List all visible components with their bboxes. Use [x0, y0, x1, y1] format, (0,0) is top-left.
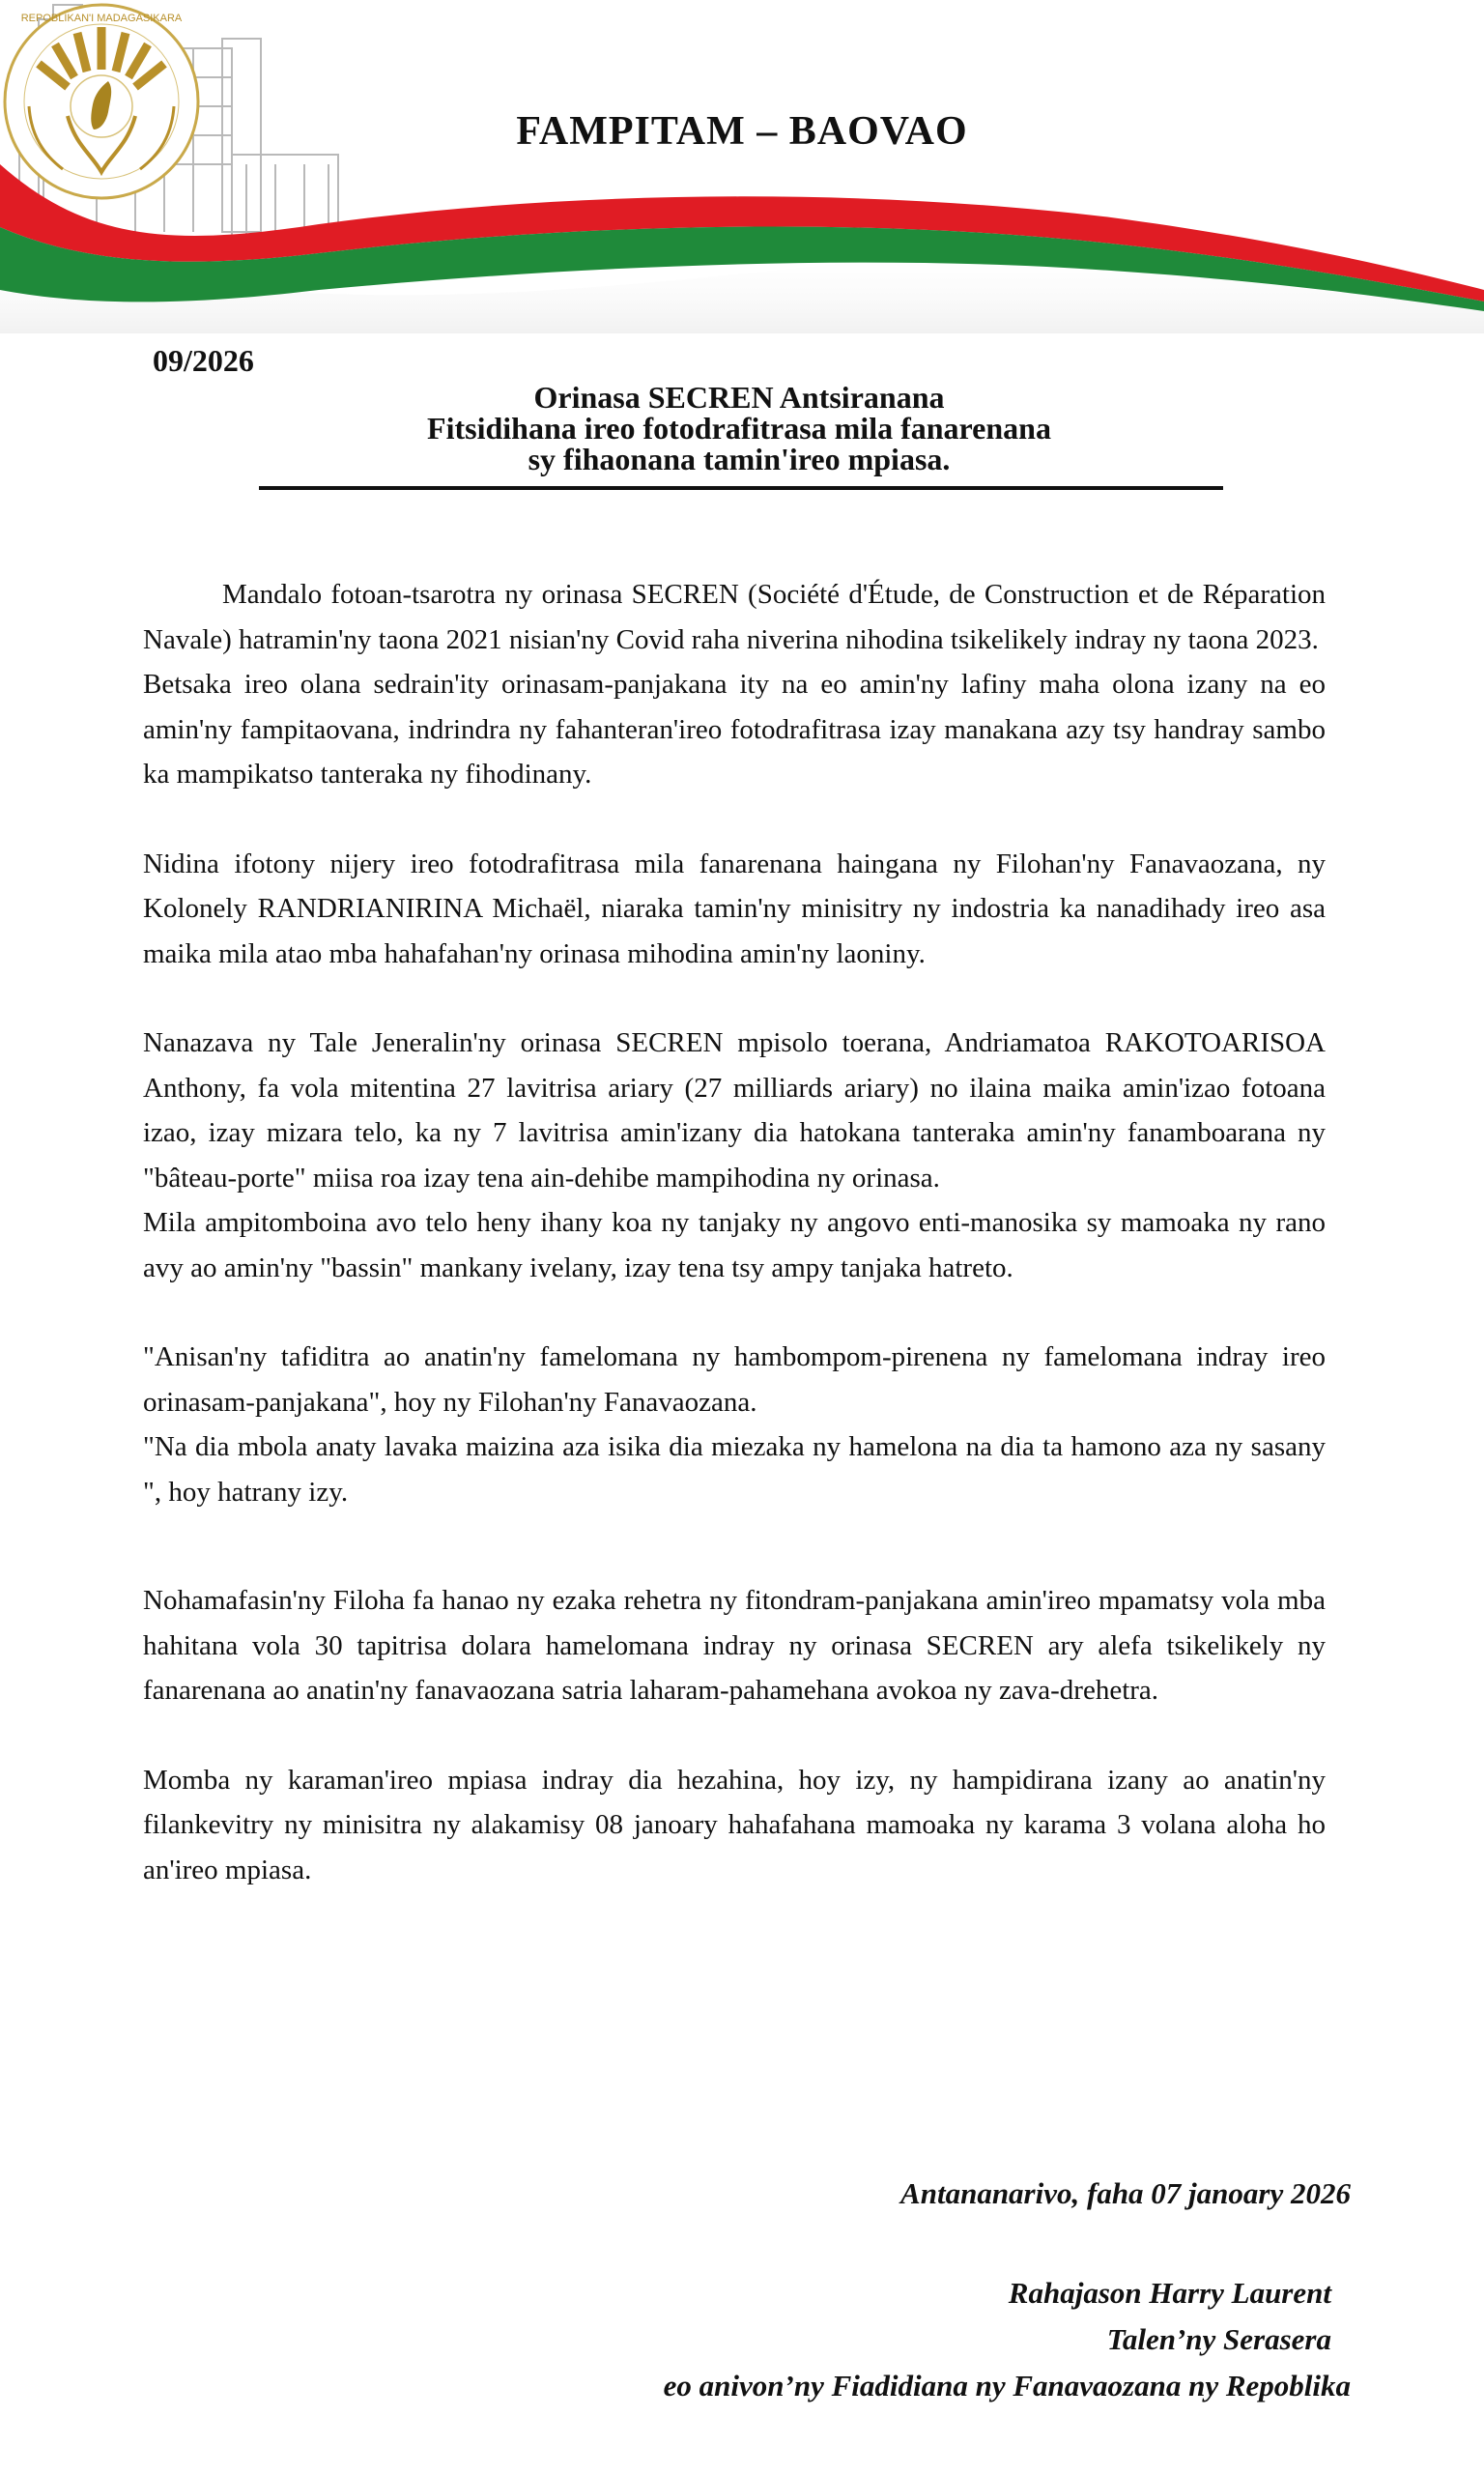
document-title	[251, 382, 1227, 475]
madagascar-seal-icon	[0, 0, 203, 203]
flag-ribbon-icon	[0, 0, 1484, 333]
paragraph: Nohamafasin'ny Filoha fa hanao ny ezaka rehetra ny fitondram-panjakana amin'ireo mpamatsy vola mba hahitana vola 30 tapitrisa dolara hamelomana indray ny orinasa SECREN ary alefa tsikelikely ny fanarenana ao anatin'ny fanavaozana satria laharam-pahamehana avokoa ny zava-drehetra.	[143, 1585, 1326, 1706]
paragraph: Nanazava ny Tale Jeneralin'ny orinasa SECREN mpisolo toerana, Andriamatoa RAKOTOARISOA Anthony, fa vola mitentina 27 lavitrisa ariary (27 milliards ariary) no ilaina maika amin'izao fotoana izao, izay mizara telo, ka ny 7 lavitrisa amin'izany dia hatokana tanteraka amin'ny fanamboarana ny "bâteau-porte" miisa roa izay tena ain-dehibe mampihodina ny orinasa.	[143, 1027, 1326, 1194]
signatory-name: Rahajason Harry Laurent	[1008, 2276, 1331, 2310]
title-line: Fitsidihana ireo fotodrafitrasa mila fanarenana	[427, 411, 1051, 446]
paragraph: "Anisan'ny tafiditra ao anatin'ny famelomana ny hambompom-pirenena ny famelomana indray ireo orinasam-panjakana", hoy ny Filohan'ny Fanavaozana.	[143, 1341, 1326, 1418]
signatory-title: Talen’ny Serasera	[1106, 2322, 1331, 2356]
paragraph: Mandalo fotoan-tsarotra ny orinasa SECREN (Société d'Étude, de Construction et de Réparation Navale) hatramin'ny taona 2021 nisian'ny Covid raha niverina nihodina tsikelikely indray ny taona 2023.	[143, 579, 1326, 655]
paragraph: Momba ny karaman'ireo mpiasa indray dia hezahina, hoy izy, ny hampidirana izany ao anatin'ny filankevitry ny minisitra ny alakamisy 08 janoary hahafahana mamoaka ny karama 3 volana aloha ho an'ireo mpiasa.	[143, 1764, 1326, 1885]
paragraph: "Na dia mbola anaty lavaka maizina aza isika dia miezaka ny hamelona na dia ta hamono aza ny sasany ", hoy hatrany izy.	[143, 1431, 1326, 1508]
title-divider	[259, 486, 1223, 490]
title-line: sy fihaonana tamin'ireo mpiasa.	[528, 442, 951, 476]
letterhead-title: FAMPITAM – BAOVAO	[516, 109, 968, 154]
letterhead	[0, 0, 1484, 333]
paragraph: Mila ampitomboina avo telo heny ihany koa ny tanjaky ny angovo enti-manosika sy mamoaka ny rano avy ao amin'ny "bassin" mankany ivelany, izay tena tsy ampy tanjaka hatreto.	[143, 1207, 1326, 1283]
paragraph: Nidina ifotony nijery ireo fotodrafitrasa mila fanarenana haingana ny Filohan'ny Fanavaozana, ny Kolonely RANDRIANIRINA Michaël, niaraka tamin'ny minisitry ny indostria ka nanadihady ireo asa maika mila atao mba hahafahan'ny orinasa mihodina amin'ny laoniny.	[143, 848, 1326, 969]
document-body	[143, 572, 1326, 1892]
document-number: 09/2026	[153, 343, 254, 378]
title-line: Orinasa SECREN Antsiranana	[533, 380, 945, 415]
svg-text:REPOBLIKAN'I MADAGASIKARA: REPOBLIKAN'I MADAGASIKARA	[20, 13, 183, 24]
place-date: Antananarivo, faha 07 janoary 2026	[900, 2176, 1351, 2210]
signatory-office: eo anivon’ny Fiadidiana ny Fanavaozana ny Repoblika	[663, 2369, 1351, 2402]
paragraph: Betsaka ireo olana sedrain'ity orinasam-panjakana ity na eo amin'ny lafiny maha olona izany na eo amin'ny fampitaovana, indrindra ny fahanteran'ireo fotodrafitrasa izay manakana azy tsy handray sambo ka mampikatso tanteraka ny fihodinany.	[143, 669, 1326, 790]
